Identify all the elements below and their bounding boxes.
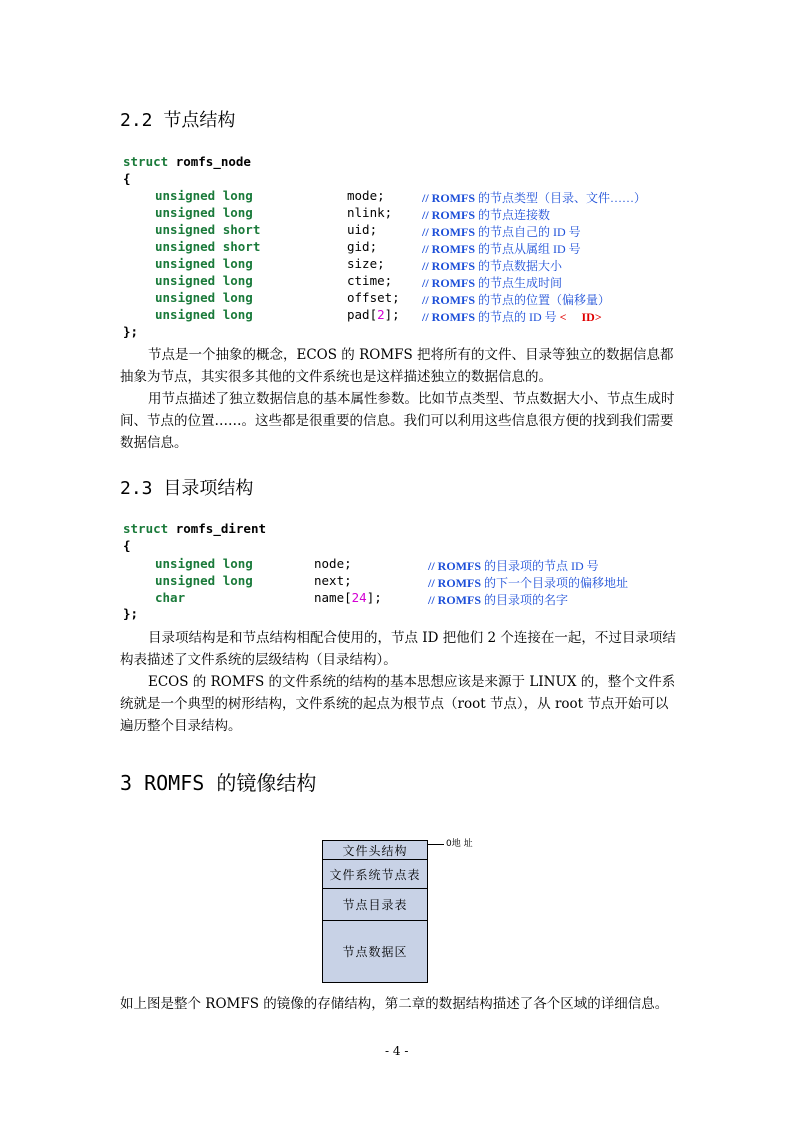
field-name-part: size; [347,256,385,271]
field-name [347,256,385,271]
section-2-2-title: 2.2 节点结构 [120,110,236,131]
field-comment [422,308,602,325]
comment-prefix: // ROMFS [428,559,481,573]
field-type: unsigned short [155,239,261,254]
field-comment [428,574,628,591]
close-brace: }; [123,606,139,621]
block-dir-table: 节点目录表 [322,888,428,921]
field-name-part: ]; [366,590,382,605]
field-name-part: offset; [347,290,400,305]
array-size: 24 [351,590,367,605]
comment-text: 的下一个目录项的偏移地址 [481,576,629,590]
field-comment [428,591,568,608]
field-name-part: ctime; [347,273,393,288]
field-name-part: uid; [347,222,378,237]
struct-keyword: struct [123,521,169,536]
field-comment [422,206,550,223]
struct-decl [123,154,251,169]
field-comment [422,291,610,308]
field-type: unsigned short [155,222,261,237]
field-comment [422,274,562,291]
field-comment [422,240,581,257]
field-type: unsigned long [155,188,253,203]
field-type: char [155,590,186,605]
comment-text: 的节点生成时间 [475,276,563,290]
comment-text: 的节点的位置（偏移量） [475,293,611,307]
field-name-part: mode; [347,188,385,203]
field-name [314,556,352,571]
comment-prefix: // ROMFS [422,225,475,239]
field-type: unsigned long [155,290,253,305]
close-brace: }; [123,324,139,339]
struct-name: romfs_dirent [175,521,266,536]
field-name [347,290,400,305]
field-name [347,222,377,237]
field-type: unsigned long [155,307,253,322]
field-comment [428,557,599,574]
field-name [347,239,377,254]
section-2-3-title: 2.3 目录项结构 [120,478,254,499]
field-type: unsigned long [155,273,253,288]
field-comment [422,257,562,274]
block-file-header: 文件头结构 [322,840,428,860]
field-name-part: name[ [314,590,352,605]
field-comment [422,189,646,206]
comment-text: 的节点自己的 ID 号 [475,225,581,239]
comment-prefix: // ROMFS [422,259,475,273]
field-name [347,188,385,203]
paragraph-tree-structure: ECOS 的 ROMFS 的文件系统的结构的基本思想应该是来源于 LINUX 的，整个文件系统就是一个典型的树形结构，文件系统的起点为根节点（root 节点），从 root 节点开始可以遍历整个目录结构。 [120,674,676,734]
struct-keyword: struct [123,154,169,169]
field-name [347,205,392,220]
field-name-part: pad[ [347,307,378,322]
field-comment [422,223,581,240]
paragraph-dirent-relation: 目录项结构是和节点结构相配合使用的，节点 ID 把他们 2 个连接在一起，不过目录项结构表描述了文件系统的层级结构（目录结构）。 [120,630,676,668]
field-name [347,307,400,322]
comment-text: 的节点类型（目录、文件……） [475,191,647,205]
field-name [347,273,392,288]
paragraph-node-concept: 节点是一个抽象的概念，ECOS 的 ROMFS 把将所有的文件、目录等独立的数据信息都抽象为节点，其实很多其他的文件系统也是这样描述独立的数据信息的。 [120,347,674,385]
comment-text: 的目录项的名字 [481,593,569,607]
comment-text: 的节点从属组 ID 号 [475,242,581,256]
address-pointer-line [428,844,444,845]
comment-prefix: // ROMFS [422,191,475,205]
comment-prefix: // ROMFS [422,276,475,290]
field-name [314,573,352,588]
comment-prefix: // ROMFS [428,593,481,607]
field-type: unsigned long [155,573,253,588]
field-name-part: ]; [384,307,400,322]
open-brace: { [123,538,131,553]
paragraph-node-attributes: 用节点描述了独立数据信息的基本属性参数。比如节点类型、节点数据大小、节点生成时间、节点的位置……。这些都是很重要的信息。我们可以利用这些信息很方便的找到我们需要数据信息。 [120,391,675,451]
field-name-part: gid; [347,239,378,254]
comment-id-marker: < ID> [559,310,602,324]
field-type: unsigned long [155,556,253,571]
field-name-part: node; [314,556,352,571]
comment-text: 的节点数据大小 [475,259,563,273]
comment-text: 的目录项的节点 ID 号 [481,559,599,573]
comment-prefix: // ROMFS [428,576,481,590]
page-number: - 4 - [385,1044,409,1058]
array-size: 2 [377,307,385,322]
field-name [314,590,382,605]
paragraph-diagram-caption: 如上图是整个 ROMFS 的镜像的存储结构，第二章的数据结构描述了各个区域的详细信息。 [120,996,669,1012]
block-data-area: 节点数据区 [322,920,428,983]
comment-prefix: // ROMFS [422,242,475,256]
comment-text: 的节点连接数 [475,208,551,222]
struct-name: romfs_node [175,154,251,169]
open-brace: { [123,171,131,186]
field-type: unsigned long [155,205,253,220]
comment-prefix: // ROMFS [422,208,475,222]
field-name-part: next; [314,573,352,588]
section-3-title: 3 ROMFS 的镜像结构 [120,771,317,795]
field-type: unsigned long [155,256,253,271]
comment-text: 的节点的 ID 号 [475,310,560,324]
address-label: 0地 址 [446,839,473,849]
struct-decl [123,521,266,536]
block-node-table: 文件系统节点表 [322,859,428,889]
field-name-part: nlink; [347,205,393,220]
comment-prefix: // ROMFS [422,310,475,324]
comment-prefix: // ROMFS [422,293,475,307]
